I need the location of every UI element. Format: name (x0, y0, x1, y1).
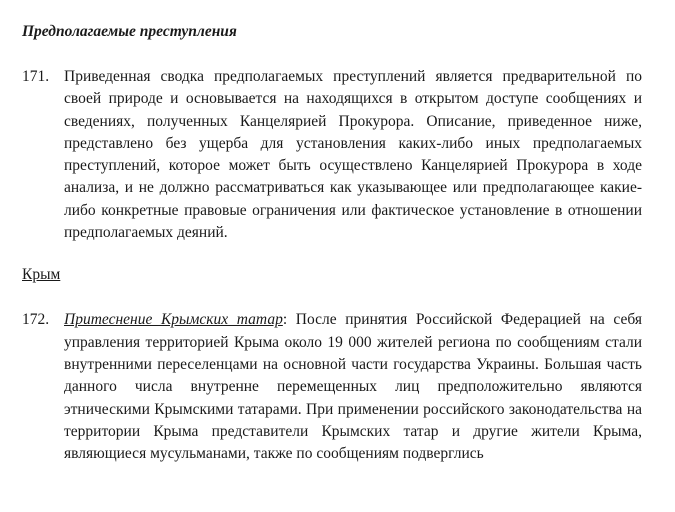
paragraph-text: Приведенная сводка предполагаемых преступлений является предварительной по своей природе и основывается на находящихся в открытом доступе сообщениях и сведениях, полученных Канцелярией Прокурора. Описание, приведенное ниже, представлено без ущерба для установления каких-либо иных предполагаемых преступлений, которое может быть осуществлено Канцелярией Прокурора в ходе анализа, и не должно рассматриваться как указывающее или предполагающее какие-либо конкретные правовые ограничения или фактическое установление в отношении предполагаемых деяний. (64, 68, 642, 242)
section-heading-alleged-crimes: Предполагаемые преступления (22, 23, 237, 40)
paragraph-lead-term: Притеснение Крымских татар (64, 311, 283, 329)
paragraph-text: После принятия Российской Федерацией на себя управления территорией Крыма около 19 000 жителей региона по сообщениям стали внутренними переселенцами на основной части государства Украины. Большая часть данного числа внутренне перемещенных лиц предположительно являются этническими Крымскими татарами. При применении российского законодательства на территории Крыма представители Крымских татар и другие жители Крыма, являющиеся мусульманами, также по сообщениям подверглись (64, 311, 642, 463)
paragraph-172 (22, 309, 642, 465)
paragraph-171 (22, 66, 642, 244)
section-heading-crimea: Крым (22, 266, 61, 284)
paragraph-number: 171. (22, 68, 50, 85)
paragraph-lead-punct: : (282, 311, 288, 329)
paragraph-number: 172. (22, 311, 50, 329)
paragraph-body (64, 309, 642, 465)
